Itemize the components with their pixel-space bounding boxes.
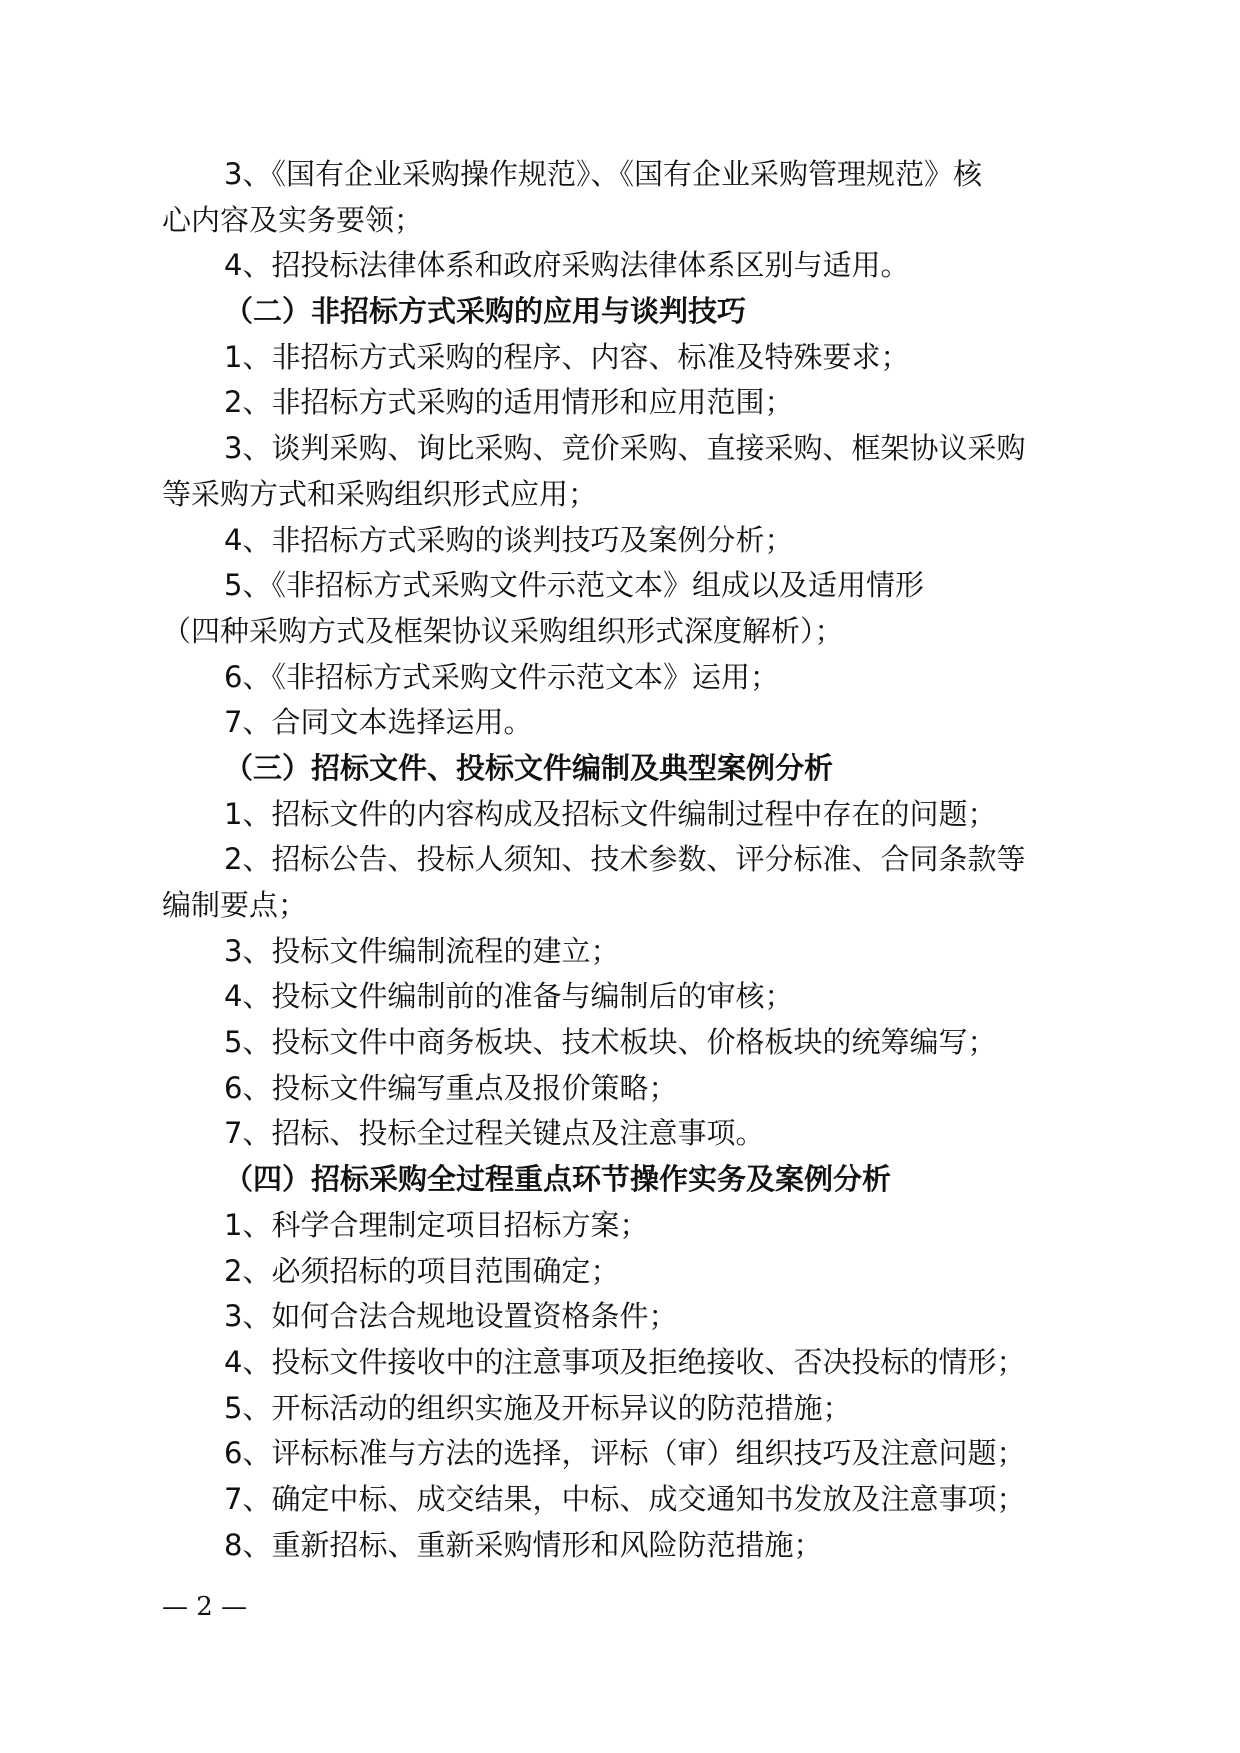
list-item: 7、确定中标、成交结果，中标、成交通知书发放及注意事项； bbox=[224, 1481, 1026, 1516]
list-item: 2、必须招标的项目范围确定； bbox=[224, 1253, 620, 1288]
list-item-continuation: 等采购方式和采购组织形式应用； bbox=[162, 476, 598, 511]
list-item: 3、《国有企业采购操作规范》、《国有企业采购管理规范》核 bbox=[224, 157, 982, 191]
list-item-continuation: 编制要点； bbox=[162, 888, 308, 922]
document-body bbox=[162, 152, 1092, 1568]
list-item: 7、合同文本选择运用。 bbox=[224, 705, 533, 740]
list-item: 2、非招标方式采购的适用情形和应用范围； bbox=[224, 385, 794, 420]
section-heading: （四）招标采购全过程重点环节操作实务及案例分析 bbox=[224, 1162, 892, 1197]
list-item: 6、投标文件编写重点及报价策略； bbox=[224, 1070, 678, 1105]
list-item: 4、投标文件编制前的准备与编制后的审核； bbox=[224, 979, 794, 1014]
list-item: 3、投标文件编制流程的建立； bbox=[224, 933, 620, 968]
section-heading: （二）非招标方式采购的应用与谈判技巧 bbox=[224, 294, 747, 329]
list-item-continuation: （四种采购方式及框架协议采购组织形式深度解析）； bbox=[162, 613, 844, 648]
list-item: 8、重新招标、重新采购情形和风险防范措施； bbox=[224, 1527, 823, 1562]
page-number: — 2 — bbox=[162, 1592, 248, 1622]
list-item: 5、投标文件中商务板块、技术板块、价格板块的统筹编写； bbox=[224, 1025, 997, 1060]
section-heading: （三）招标文件、投标文件编制及典型案例分析 bbox=[224, 750, 834, 785]
list-item: 5、《非招标方式采购文件示范文本》组成以及适用情形 bbox=[224, 568, 924, 603]
list-item: 3、谈判采购、询比采购、竞价采购、直接采购、框架协议采购 bbox=[224, 431, 1026, 466]
list-item: 6、评标标准与方法的选择，评标（审）组织技巧及注意问题； bbox=[224, 1436, 1026, 1471]
list-item: 3、如何合法合规地设置资格条件； bbox=[224, 1299, 678, 1334]
list-item: 4、非招标方式采购的谈判技巧及案例分析； bbox=[224, 522, 794, 557]
list-item-continuation: 心内容及实务要领； bbox=[162, 202, 424, 237]
list-item: 2、招标公告、投标人须知、技术参数、评分标准、合同条款等 bbox=[224, 842, 1026, 877]
list-item: 1、招标文件的内容构成及招标文件编制过程中存在的问题； bbox=[224, 796, 997, 831]
list-item: 1、非招标方式采购的程序、内容、标准及特殊要求； bbox=[224, 339, 910, 374]
list-item: 5、开标活动的组织实施及开标异议的防范措施； bbox=[224, 1390, 852, 1425]
list-item: 4、招投标法律体系和政府采购法律体系区别与适用。 bbox=[224, 248, 910, 283]
list-item: 7、招标、投标全过程关键点及注意事项。 bbox=[224, 1116, 765, 1151]
list-item: 1、科学合理制定项目招标方案； bbox=[224, 1207, 649, 1242]
list-item: 4、投标文件接收中的注意事项及拒绝接收、否决投标的情形； bbox=[224, 1344, 1026, 1379]
list-item: 6、《非招标方式采购文件示范文本》运用； bbox=[224, 659, 779, 694]
